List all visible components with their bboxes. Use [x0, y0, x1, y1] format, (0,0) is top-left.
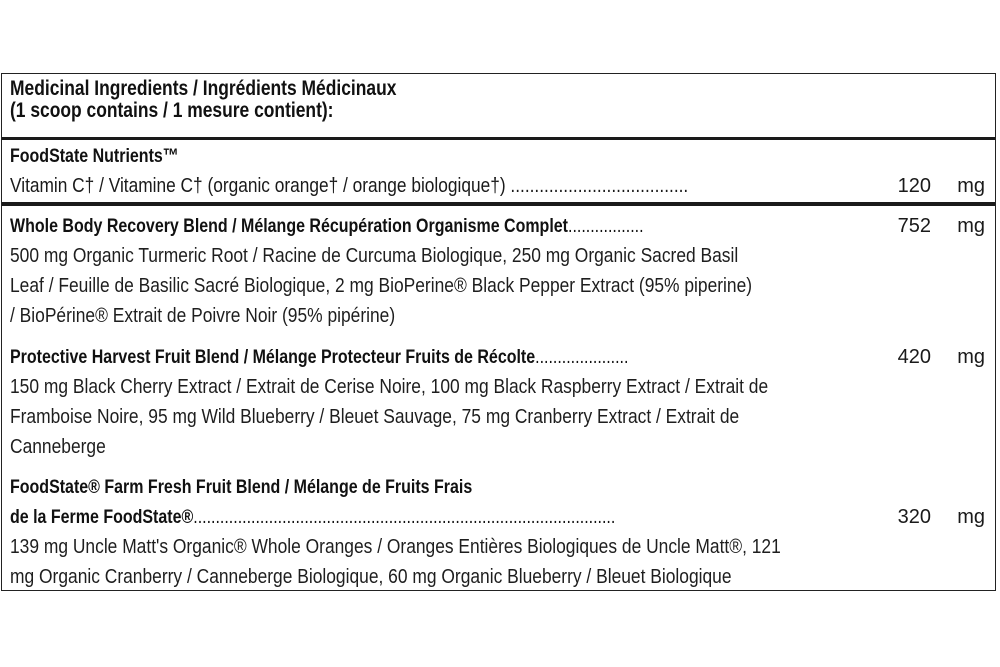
- blend-title-row: [10, 342, 987, 372]
- blend-description: 500 mg Organic Turmeric Root / Racine de Curcuma Biologique, 250 mg Organic Sacred Basil Leaf / Feuille de Basilic Sacré Biologique, 2 mg BioPerine® Black Pepper Extract (95% piperine) / BioPérine® Extrait de Poivre Noir (95% pipérine): [10, 245, 753, 327]
- section-protective-harvest-fruit-blend: [10, 342, 987, 462]
- header-divider: [2, 137, 995, 140]
- blend-title-line2: de la Ferme FoodState®: [10, 506, 194, 528]
- dot-leader: ...............................................................................................: [193, 506, 616, 528]
- header-subtitle: (1 scoop contains / 1 mesure contient):: [10, 99, 334, 122]
- header-title: Medicinal Ingredients / Ingrédients Médicinaux: [10, 77, 397, 100]
- blend-unit: mg: [957, 215, 985, 237]
- section-farm-fresh-fruit-blend: [10, 472, 987, 592]
- blend-title: Protective Harvest Fruit Blend / Mélange Protecteur Fruits de Récolte: [10, 346, 536, 368]
- ingredient-row-vitamin-c: [10, 171, 987, 201]
- blend-title-row: [10, 502, 987, 532]
- section-divider: [2, 202, 995, 206]
- section-whole-body-recovery-blend: [10, 211, 987, 331]
- ingredient-text: Vitamin C† / Vitamine C† (organic orange† / orange biologique†) .....................................: [10, 175, 689, 197]
- dot-leader: .................: [567, 215, 644, 237]
- blend-unit: mg: [957, 506, 985, 528]
- blend-amount: 752: [897, 215, 931, 237]
- section-title: FoodState Nutrients™: [10, 145, 179, 167]
- blend-title-line1: FoodState® Farm Fresh Fruit Blend / Mélange de Fruits Frais: [10, 476, 473, 498]
- blend-description: 139 mg Uncle Matt's Organic® Whole Oranges / Oranges Entières Biologiques de Uncle Matt®, 121 mg Organic Cranberry / Canneberge Biologique, 60 mg Organic Blueberry / Bleuet Biologique: [10, 536, 781, 588]
- section-foodstate-nutrients: [10, 141, 987, 201]
- blend-amount: 420: [897, 346, 931, 368]
- panel-header: [10, 78, 476, 122]
- dot-leader: .....................: [535, 346, 629, 368]
- medicinal-ingredients-panel: [1, 73, 996, 591]
- ingredient-unit: mg: [957, 175, 985, 197]
- ingredient-amount: 120: [897, 175, 931, 197]
- blend-title: Whole Body Recovery Blend / Mélange Récupération Organisme Complet: [10, 215, 568, 237]
- blend-title-row: [10, 211, 987, 241]
- blend-amount: 320: [897, 506, 931, 528]
- blend-description: 150 mg Black Cherry Extract / Extrait de Cerise Noire, 100 mg Black Raspberry Extract / Extrait de Framboise Noire, 95 mg Wild Blueberry / Bleuet Sauvage, 75 mg Cranberry Extract / Extrait de Canneberge: [10, 376, 769, 458]
- blend-unit: mg: [957, 346, 985, 368]
